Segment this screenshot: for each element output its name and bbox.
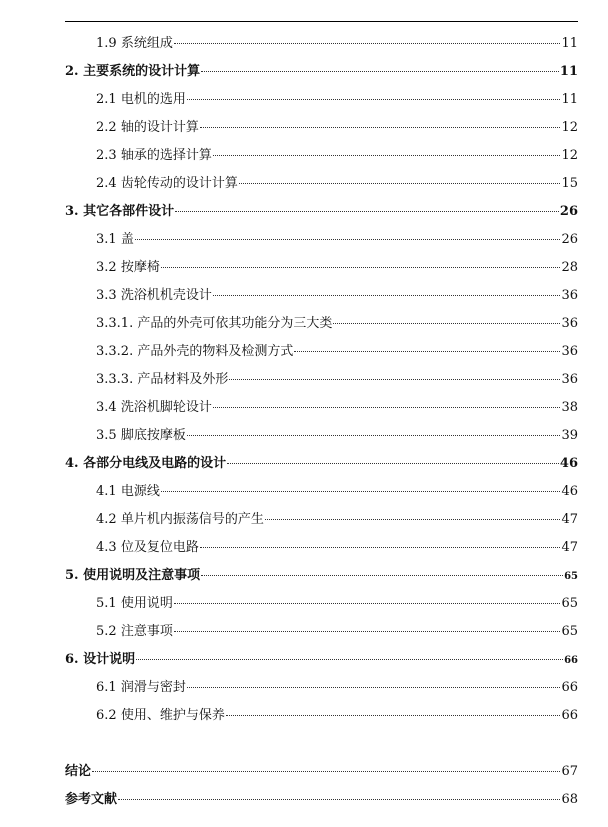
toc-entry-number: 4. xyxy=(65,456,79,471)
dot-leader xyxy=(201,71,559,72)
toc-entry-number: 3.3 xyxy=(96,288,117,303)
dot-leader xyxy=(118,799,560,800)
toc-entry-text: 盖 xyxy=(120,232,134,247)
toc-entries xyxy=(65,30,578,730)
toc-entry-page: 47 xyxy=(561,540,578,555)
toc-entry-page: 67 xyxy=(561,764,578,779)
toc-entry-page: 26 xyxy=(561,232,578,247)
toc-entry-page: 11 xyxy=(561,36,578,51)
toc-entry-text: 位及复位电路 xyxy=(120,540,199,555)
toc-entry-number: 3.3.2. xyxy=(96,344,134,359)
toc-entry[interactable] xyxy=(65,310,578,338)
toc-entry-number: 3. xyxy=(65,204,79,219)
toc-entry-title xyxy=(96,674,186,702)
dot-leader xyxy=(200,547,561,548)
toc-entry-number: 4.1 xyxy=(96,484,117,499)
toc-entry-number: 2. xyxy=(65,64,79,79)
toc-entry-title xyxy=(96,282,212,310)
toc-entry-title xyxy=(96,226,134,254)
toc-entry-page: 15 xyxy=(561,176,578,191)
toc-entry[interactable] xyxy=(65,450,578,478)
toc-entry-title xyxy=(96,310,332,338)
toc-entry-page: 11 xyxy=(559,64,578,79)
toc-entry-title xyxy=(96,254,160,282)
toc-entry-number: 2.1 xyxy=(96,92,117,107)
toc-entry-number: 4.3 xyxy=(96,540,117,555)
toc-entry-title xyxy=(96,30,173,58)
toc-entry[interactable] xyxy=(65,338,578,366)
dot-leader xyxy=(333,323,560,324)
dot-leader xyxy=(174,603,561,604)
dot-leader xyxy=(213,295,561,296)
toc-entry[interactable] xyxy=(65,590,578,618)
toc-tail-entry[interactable] xyxy=(65,758,578,786)
toc-entry-number: 3.1 xyxy=(96,232,117,247)
toc-entry-text: 系统组成 xyxy=(120,36,173,51)
toc-entry-title xyxy=(65,198,174,226)
toc-entry-page: 36 xyxy=(561,344,578,359)
toc-entry-number: 3.4 xyxy=(96,400,117,415)
toc-entry-number: 3.2 xyxy=(96,260,117,275)
toc-entry-text: 电源线 xyxy=(120,484,160,499)
toc-entry-text: 设计说明 xyxy=(83,652,136,667)
toc-entry[interactable] xyxy=(65,394,578,422)
toc-entry-text: 主要系统的设计计算 xyxy=(83,64,201,79)
toc-entry-title xyxy=(96,142,212,170)
toc-entry-page: 66 xyxy=(561,708,578,723)
toc-entry-title xyxy=(96,422,186,450)
toc-entry-text: 各部分电线及电路的设计 xyxy=(83,456,227,471)
dot-leader xyxy=(161,267,561,268)
toc-entry-page: 28 xyxy=(561,260,578,275)
toc-entry-text: 产品材料及外形 xyxy=(137,372,229,387)
toc-entry-title xyxy=(96,506,264,534)
toc-entry-page: 47 xyxy=(561,512,578,527)
toc-entry[interactable] xyxy=(65,114,578,142)
dot-leader xyxy=(174,43,561,44)
toc-entry[interactable] xyxy=(65,534,578,562)
toc-tail xyxy=(65,758,578,814)
dot-leader xyxy=(135,239,561,240)
toc-entry[interactable] xyxy=(65,562,578,590)
toc-entry-number: 1.9 xyxy=(96,36,117,51)
dot-leader xyxy=(136,659,563,660)
toc-entry-text: 单片机内振荡信号的产生 xyxy=(120,512,264,527)
dot-leader xyxy=(227,463,559,464)
toc-entry-title xyxy=(96,170,238,198)
dot-leader xyxy=(239,183,561,184)
dot-leader xyxy=(226,715,561,716)
toc-entry-text: 电机的选用 xyxy=(120,92,186,107)
toc-entry-page: 65 xyxy=(564,571,578,582)
toc-entry[interactable] xyxy=(65,58,578,86)
dot-leader xyxy=(294,351,560,352)
dot-leader xyxy=(213,407,561,408)
toc-entry[interactable] xyxy=(65,366,578,394)
toc-entry[interactable] xyxy=(65,282,578,310)
toc-entry[interactable] xyxy=(65,226,578,254)
toc-entry-title xyxy=(96,338,293,366)
toc-entry-page: 65 xyxy=(561,624,578,639)
toc-entry-text: 润滑与密封 xyxy=(120,680,186,695)
toc-entry[interactable] xyxy=(65,170,578,198)
table-of-contents xyxy=(65,30,578,814)
dot-leader xyxy=(200,127,561,128)
toc-entry-text: 注意事项 xyxy=(120,624,173,639)
toc-entry-number: 3.5 xyxy=(96,428,117,443)
toc-entry-title xyxy=(96,590,173,618)
toc-gap xyxy=(65,730,578,758)
toc-entry[interactable] xyxy=(65,198,578,226)
toc-entry-title xyxy=(65,450,226,478)
toc-entry-text: 按摩椅 xyxy=(120,260,160,275)
dot-leader xyxy=(174,631,561,632)
toc-entry-text: 齿轮传动的设计计算 xyxy=(120,176,238,191)
toc-entry-text: 其它各部件设计 xyxy=(83,204,175,219)
toc-entry-number: 5.2 xyxy=(96,624,117,639)
toc-entry-text: 洗浴机脚轮设计 xyxy=(120,400,212,415)
toc-entry-text: 脚底按摩板 xyxy=(120,428,186,443)
toc-entry-page: 66 xyxy=(561,680,578,695)
toc-entry[interactable] xyxy=(65,646,578,674)
toc-entry-number: 6. xyxy=(65,652,79,667)
toc-entry-text: 轴承的选择计算 xyxy=(120,148,212,163)
toc-entry-title xyxy=(96,478,160,506)
toc-entry-number: 2.2 xyxy=(96,120,117,135)
toc-entry-page: 12 xyxy=(561,148,578,163)
dot-leader xyxy=(187,435,561,436)
toc-entry-title xyxy=(65,646,135,674)
dot-leader xyxy=(187,687,561,688)
dot-leader xyxy=(265,519,561,520)
toc-entry[interactable] xyxy=(65,618,578,646)
toc-entry-number: 4.2 xyxy=(96,512,117,527)
dot-leader xyxy=(229,379,560,380)
toc-entry-title xyxy=(96,86,186,114)
toc-entry-page: 11 xyxy=(561,92,578,107)
toc-entry-page: 65 xyxy=(561,596,578,611)
toc-entry-text: 产品的外壳可依其功能分为三大类 xyxy=(137,316,333,331)
toc-entry-title xyxy=(96,702,225,730)
toc-entry-page: 68 xyxy=(561,792,578,807)
toc-entry[interactable] xyxy=(65,478,578,506)
toc-entry-number: 5.1 xyxy=(96,596,117,611)
toc-entry-page: 36 xyxy=(561,372,578,387)
toc-entry-number: 3.3.3. xyxy=(96,372,134,387)
toc-entry-page: 26 xyxy=(559,204,578,219)
toc-entry-title xyxy=(96,394,212,422)
dot-leader xyxy=(92,771,560,772)
toc-entry-title xyxy=(65,58,200,86)
toc-entry-title xyxy=(96,114,199,142)
toc-entry[interactable] xyxy=(65,30,578,58)
toc-entry-text: 产品外壳的物料及检测方式 xyxy=(137,344,294,359)
toc-entry-text: 使用说明 xyxy=(120,596,173,611)
toc-entry[interactable] xyxy=(65,86,578,114)
toc-entry-text: 洗浴机机壳设计 xyxy=(120,288,212,303)
toc-entry-page: 46 xyxy=(561,484,578,499)
toc-entry-page: 36 xyxy=(561,316,578,331)
header-rule xyxy=(65,21,578,22)
toc-entry-text: 结论 xyxy=(65,764,92,779)
toc-entry-title xyxy=(96,366,228,394)
toc-entry-number: 5. xyxy=(65,568,79,583)
toc-entry-title xyxy=(65,562,200,590)
toc-entry-title xyxy=(96,534,199,562)
toc-tail-entry[interactable] xyxy=(65,786,578,814)
toc-entry-page: 46 xyxy=(559,456,578,471)
toc-entry-page: 39 xyxy=(561,428,578,443)
toc-entry[interactable] xyxy=(65,142,578,170)
dot-leader xyxy=(201,575,563,576)
toc-entry-number: 2.3 xyxy=(96,148,117,163)
toc-entry-number: 6.2 xyxy=(96,708,117,723)
toc-entry-number: 3.3.1. xyxy=(96,316,134,331)
dot-leader xyxy=(187,99,561,100)
toc-entry-text: 使用说明及注意事项 xyxy=(83,568,201,583)
toc-entry[interactable] xyxy=(65,254,578,282)
toc-entry-number: 2.4 xyxy=(96,176,117,191)
toc-entry[interactable] xyxy=(65,702,578,730)
toc-entry-text: 参考文献 xyxy=(65,792,118,807)
toc-entry-page: 66 xyxy=(564,655,578,666)
toc-entry-number: 6.1 xyxy=(96,680,117,695)
toc-entry-text: 使用、维护与保养 xyxy=(120,708,225,723)
toc-entry-page: 12 xyxy=(561,120,578,135)
toc-entry[interactable] xyxy=(65,674,578,702)
toc-entry-page: 38 xyxy=(561,400,578,415)
toc-entry-title xyxy=(96,618,173,646)
toc-entry-text: 轴的设计计算 xyxy=(120,120,199,135)
dot-leader xyxy=(161,491,561,492)
toc-entry[interactable] xyxy=(65,506,578,534)
dot-leader xyxy=(213,155,561,156)
toc-entry-page: 36 xyxy=(561,288,578,303)
toc-entry[interactable] xyxy=(65,422,578,450)
dot-leader xyxy=(175,211,559,212)
